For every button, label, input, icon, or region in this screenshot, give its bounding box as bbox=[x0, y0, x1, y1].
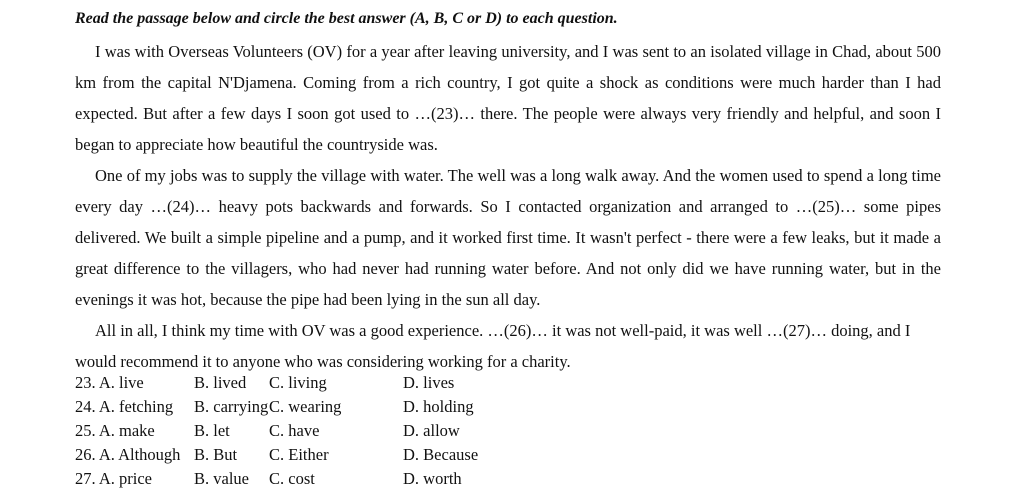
passage bbox=[75, 36, 941, 377]
option-c: C. wearing bbox=[269, 397, 342, 416]
option-b: B. But bbox=[194, 445, 238, 464]
option-c: C. Either bbox=[269, 445, 329, 464]
option-b: B. let bbox=[194, 421, 230, 440]
option-a: 24. A. fetching bbox=[75, 397, 174, 416]
option-a: 26. A. Although bbox=[75, 445, 181, 464]
option-c: C. cost bbox=[269, 469, 315, 488]
option-c: C. living bbox=[269, 373, 327, 392]
option-b: B. carrying bbox=[194, 397, 269, 416]
option-a: 27. A. price bbox=[75, 469, 152, 488]
option-d: D. Because bbox=[403, 445, 479, 464]
option-a: 25. A. make bbox=[75, 421, 155, 440]
option-d: D. allow bbox=[403, 421, 460, 440]
option-a: 23. A. live bbox=[75, 373, 144, 392]
option-b: B. lived bbox=[194, 373, 247, 392]
option-b: B. value bbox=[194, 469, 249, 488]
option-d: D. worth bbox=[403, 469, 462, 488]
option-d: D. holding bbox=[403, 397, 474, 416]
paragraph-2: One of my jobs was to supply the village with water. The well was a long walk away. And the women used to spend a long time every day …(24)… heavy pots backwards and forwards. So I contacted organization and arranged to …(25)… some pipes delivered. We built a simple pipeline and a pump, and it worked first time. It wasn't perfect - there were a few leaks, but it made a great difference to the villagers, who had never had running water before. And not only did we have running water, but in the evenings it was hot, because the pipe had been lying in the sun all day. bbox=[75, 166, 941, 309]
option-c: C. have bbox=[269, 421, 320, 440]
paragraph-3: All in all, I think my time with OV was a good experience. …(26)… it was not well-paid, it was well …(27)… doing, and I would recommend it to anyone who was considering working for a charity. bbox=[75, 321, 911, 371]
instruction-heading: Read the passage below and circle the best answer (A, B, C or D) to each question. bbox=[75, 10, 618, 27]
option-d: D. lives bbox=[403, 373, 455, 392]
paragraph-1: I was with Overseas Volunteers (OV) for a year after leaving university, and I was sent to an isolated village in Chad, about 500 km from the capital N'Djamena. Coming from a rich country, I got quite a shock as conditions were much harder than I had expected. But after a few days I soon got used to …(23)… there. The people were always very friendly and helpful, and soon I began to appreciate how beautiful the countryside was. bbox=[75, 42, 941, 154]
